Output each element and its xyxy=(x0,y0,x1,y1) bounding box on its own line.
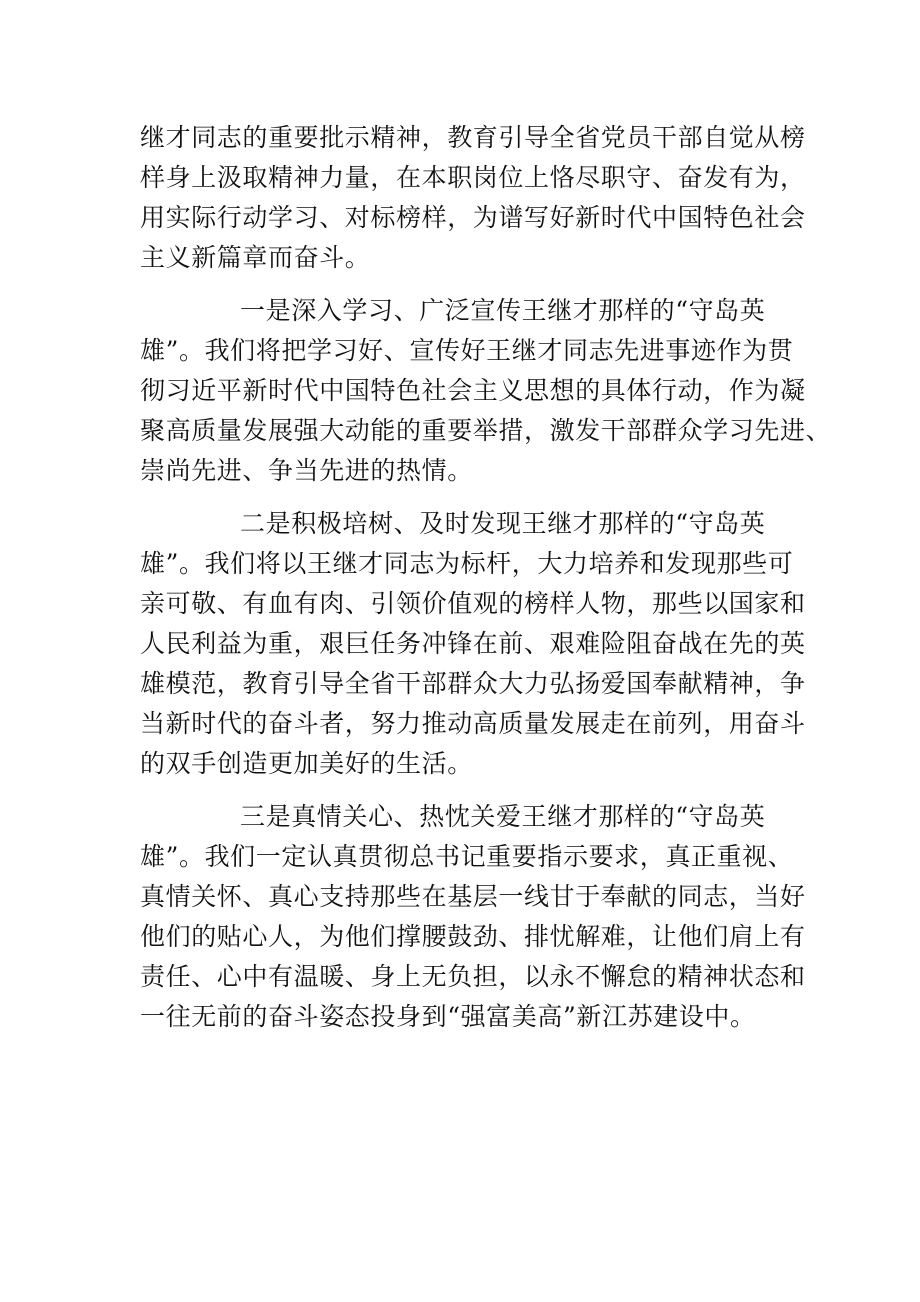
text-line: 彻习近平新时代中国特色社会主义思想的具体行动，作为凝 xyxy=(140,376,806,405)
text-line: 人民利益为重，艰巨任务冲锋在前、艰难险阻奋战在先的英 xyxy=(140,629,806,658)
text-line: 聚高质量发展强大动能的重要举措，激发干部群众学习先进、 xyxy=(140,416,832,445)
text-line: 的双手创造更加美好的生活。 xyxy=(140,749,473,778)
text-line: 样身上汲取精神力量，在本职岗位上恪尽职守、奋发有为， xyxy=(140,163,806,192)
text-line: 当新时代的奋斗者，努力推动高质量发展走在前列，用奋斗 xyxy=(140,709,806,738)
paragraph-spacer xyxy=(140,784,788,797)
text-line: 责任、心中有温暖、身上无负担，以永不懈怠的精神状态和 xyxy=(140,962,806,991)
text-line: 一往无前的奋斗姿态投身到“强富美高”新江苏建设中。 xyxy=(140,1002,756,1031)
paragraph-point-3 xyxy=(140,797,806,1037)
paragraph-intro xyxy=(140,118,806,278)
paragraph-point-2 xyxy=(140,504,806,784)
text-line: 雄”。我们将以王继才同志为标杆，大力培养和发现那些可 xyxy=(140,549,794,578)
paragraph-spacer xyxy=(140,278,788,291)
text-line: 崇尚先进、争当先进的热情。 xyxy=(140,456,473,485)
text-line-first: 二是积极培树、及时发现王继才那样的“守岛英 xyxy=(240,509,766,538)
text-line: 主义新篇章而奋斗。 xyxy=(140,243,371,272)
text-line: 雄模范，教育引导全省干部群众大力弘扬爱国奉献精神，争 xyxy=(140,669,806,698)
text-line-first: 一是深入学习、广泛宣传王继才那样的“守岛英 xyxy=(240,296,766,325)
paragraph-spacer xyxy=(140,491,788,504)
text-line: 雄”。我们一定认真贯彻总书记重要指示要求，真正重视、 xyxy=(140,842,794,871)
text-line: 雄”。我们将把学习好、宣传好王继才同志先进事迹作为贯 xyxy=(140,336,794,365)
paragraph-point-1 xyxy=(140,291,832,491)
text-line: 亲可敬、有血有肉、引领价值观的榜样人物，那些以国家和 xyxy=(140,589,806,618)
text-line: 真情关怀、真心支持那些在基层一线甘于奉献的同志，当好 xyxy=(140,882,806,911)
text-line: 他们的贴心人，为他们撑腰鼓劲、排忧解难，让他们肩上有 xyxy=(140,922,806,951)
text-line: 用实际行动学习、对标榜样，为谱写好新时代中国特色社会 xyxy=(140,203,806,232)
text-line-first: 三是真情关心、热忱关爱王继才那样的“守岛英 xyxy=(240,802,766,831)
document-body xyxy=(140,118,832,1037)
text-line: 继才同志的重要批示精神，教育引导全省党员干部自觉从榜 xyxy=(140,123,806,152)
